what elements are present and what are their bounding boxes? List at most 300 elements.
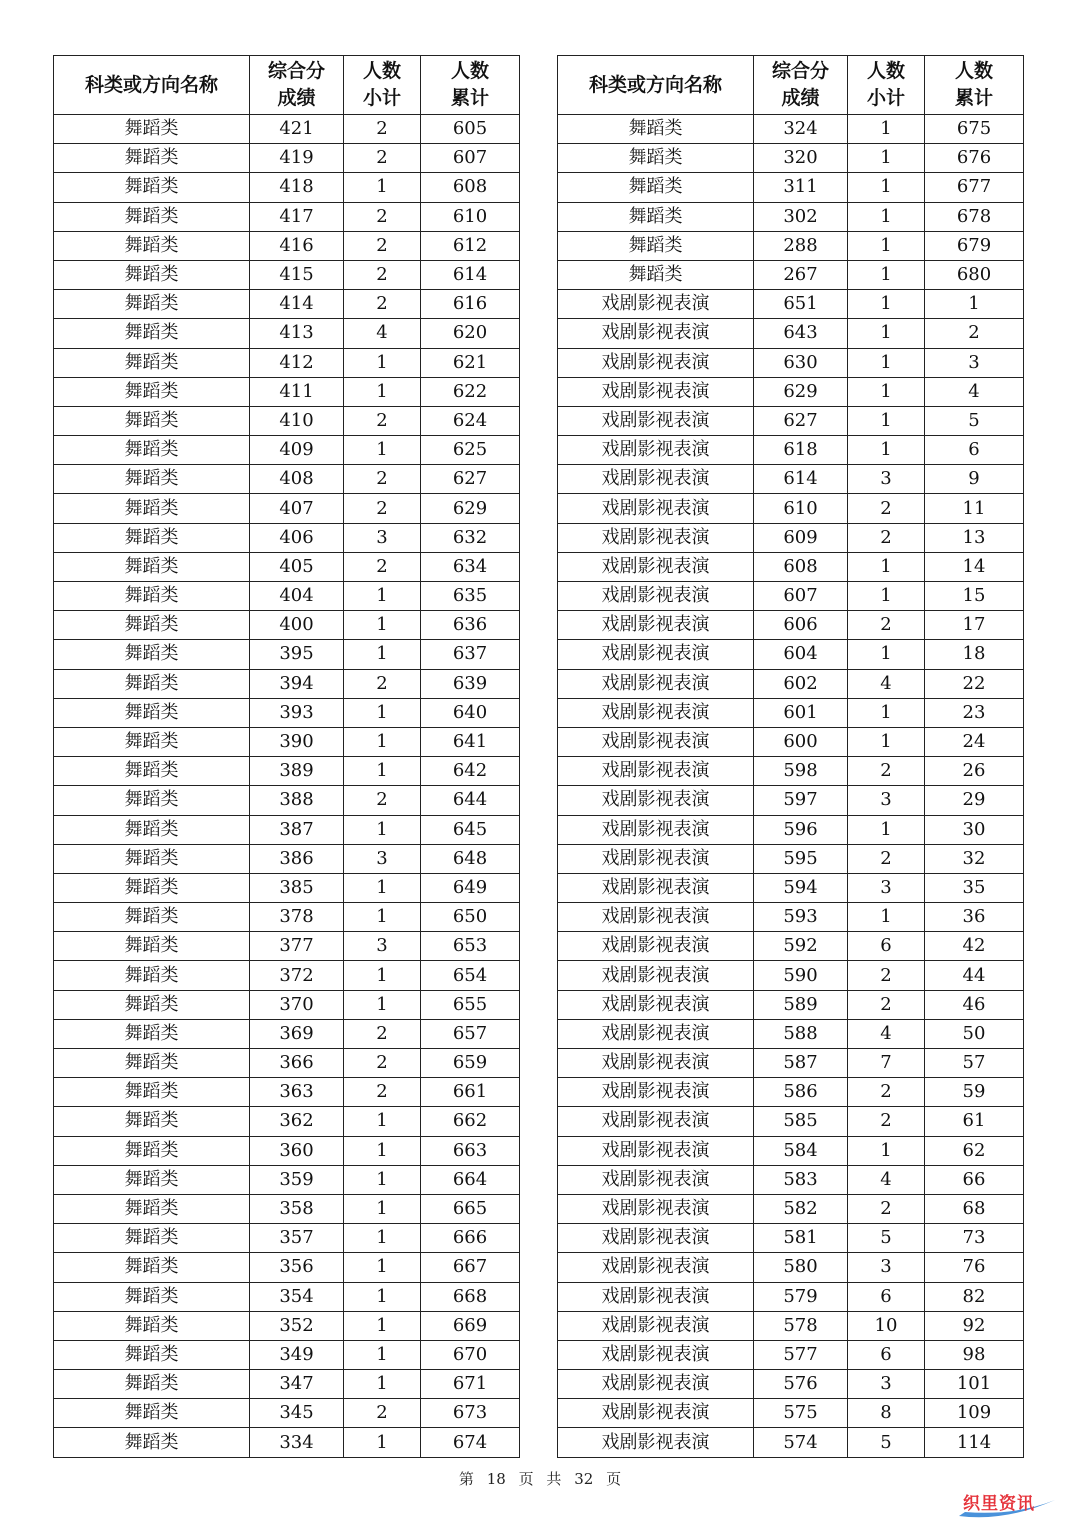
cell-score: 378 [250,903,344,932]
cell-cumulative: 674 [421,1428,520,1457]
cell-count: 1 [344,640,421,669]
table-body-right [558,115,1024,1458]
cell-score: 580 [754,1253,848,1282]
table-row [558,406,1024,435]
cell-count: 3 [344,844,421,873]
cell-cumulative: 15 [925,582,1024,611]
cell-cumulative: 675 [925,115,1024,144]
cell-count: 2 [344,465,421,494]
cell-name: 戏剧影视表演 [558,494,754,523]
cell-name: 舞蹈类 [54,990,250,1019]
cell-name: 舞蹈类 [54,1078,250,1107]
table-row [54,1049,520,1078]
table-row [558,640,1024,669]
cell-count: 2 [344,260,421,289]
cell-score: 400 [250,611,344,640]
cell-name: 戏剧影视表演 [558,844,754,873]
cell-score: 596 [754,815,848,844]
cell-score: 618 [754,436,848,465]
table-row [54,523,520,552]
table-row [558,436,1024,465]
header-name: 科类或方向名称 [558,56,754,115]
cell-count: 2 [848,844,925,873]
cell-score: 588 [754,1019,848,1048]
table-row [558,552,1024,581]
cell-score: 412 [250,348,344,377]
cell-score: 413 [250,319,344,348]
cell-count: 3 [344,523,421,552]
table-row [54,640,520,669]
table-row [558,757,1024,786]
table-row [558,1399,1024,1428]
cell-count: 1 [344,1136,421,1165]
footer-mid2: 共 [546,1470,562,1488]
table-row [54,815,520,844]
cell-name: 戏剧影视表演 [558,1370,754,1399]
cell-name: 舞蹈类 [558,202,754,231]
cell-count: 2 [848,611,925,640]
cell-count: 1 [344,1253,421,1282]
cell-count: 2 [848,1078,925,1107]
cell-count: 1 [344,1370,421,1399]
cell-score: 600 [754,727,848,756]
cell-name: 舞蹈类 [54,1282,250,1311]
table-row [54,961,520,990]
cell-name: 戏剧影视表演 [558,1224,754,1253]
cell-score: 320 [754,144,848,173]
table-row [54,903,520,932]
cell-count: 2 [344,1399,421,1428]
cell-name: 戏剧影视表演 [558,640,754,669]
table-row [558,144,1024,173]
cell-name: 戏剧影视表演 [558,990,754,1019]
cell-name: 舞蹈类 [54,961,250,990]
cell-count: 3 [848,786,925,815]
table-row [54,552,520,581]
table-row [54,1399,520,1428]
cell-score: 360 [250,1136,344,1165]
cell-cumulative: 5 [925,406,1024,435]
cell-cumulative: 13 [925,523,1024,552]
cell-cumulative: 608 [421,173,520,202]
cell-score: 359 [250,1165,344,1194]
cell-name: 戏剧影视表演 [558,815,754,844]
cell-name: 舞蹈类 [558,260,754,289]
table-row [54,669,520,698]
cell-cumulative: 667 [421,1253,520,1282]
header-count: 人数 小计 [344,56,421,115]
cell-score: 377 [250,932,344,961]
table-row [54,1370,520,1399]
table-row [54,1428,520,1457]
cell-count: 1 [848,319,925,348]
cell-name: 舞蹈类 [54,319,250,348]
cell-cumulative: 30 [925,815,1024,844]
table-row [54,319,520,348]
table-row [54,202,520,231]
cell-cumulative: 605 [421,115,520,144]
cell-score: 372 [250,961,344,990]
cell-score: 577 [754,1340,848,1369]
cell-score: 630 [754,348,848,377]
table-row [54,1311,520,1340]
cell-cumulative: 82 [925,1282,1024,1311]
table-row [558,990,1024,1019]
cell-cumulative: 642 [421,757,520,786]
cell-score: 419 [250,144,344,173]
cell-count: 1 [848,1136,925,1165]
cell-score: 405 [250,552,344,581]
cell-score: 385 [250,873,344,902]
cell-score: 387 [250,815,344,844]
cell-score: 592 [754,932,848,961]
cell-name: 舞蹈类 [54,1370,250,1399]
cell-name: 戏剧影视表演 [558,319,754,348]
cell-count: 1 [344,961,421,990]
table-row [558,961,1024,990]
cell-score: 584 [754,1136,848,1165]
cell-name: 舞蹈类 [54,144,250,173]
cell-name: 舞蹈类 [54,640,250,669]
cell-cumulative: 66 [925,1165,1024,1194]
cell-score: 410 [250,406,344,435]
cell-cumulative: 653 [421,932,520,961]
cell-score: 575 [754,1399,848,1428]
cell-name: 舞蹈类 [54,582,250,611]
table-row [558,786,1024,815]
cell-count: 1 [848,290,925,319]
cell-score: 345 [250,1399,344,1428]
cell-name: 戏剧影视表演 [558,1253,754,1282]
cell-count: 2 [848,961,925,990]
cell-cumulative: 109 [925,1399,1024,1428]
cell-score: 407 [250,494,344,523]
cell-count: 1 [848,640,925,669]
cell-cumulative: 648 [421,844,520,873]
table-row [54,377,520,406]
table-row [54,144,520,173]
cell-cumulative: 59 [925,1078,1024,1107]
cell-name: 舞蹈类 [54,552,250,581]
cell-cumulative: 663 [421,1136,520,1165]
cell-count: 1 [848,552,925,581]
cell-count: 2 [848,1107,925,1136]
cell-name: 舞蹈类 [54,348,250,377]
cell-cumulative: 76 [925,1253,1024,1282]
cell-cumulative: 678 [925,202,1024,231]
cell-name: 舞蹈类 [54,873,250,902]
score-table-left [53,55,520,1458]
cell-count: 2 [848,1194,925,1223]
cell-count: 3 [344,932,421,961]
cell-cumulative: 670 [421,1340,520,1369]
header-name: 科类或方向名称 [54,56,250,115]
header-cumulative: 人数 累计 [925,56,1024,115]
cell-score: 370 [250,990,344,1019]
cell-name: 戏剧影视表演 [558,757,754,786]
cell-cumulative: 50 [925,1019,1024,1048]
cell-score: 408 [250,465,344,494]
table-row [54,757,520,786]
cell-score: 614 [754,465,848,494]
cell-score: 418 [250,173,344,202]
table-row [558,815,1024,844]
table-row [54,698,520,727]
cell-score: 574 [754,1428,848,1457]
cell-count: 1 [848,173,925,202]
cell-score: 395 [250,640,344,669]
cell-name: 舞蹈类 [54,903,250,932]
cell-name: 舞蹈类 [54,669,250,698]
cell-count: 2 [344,1078,421,1107]
cell-count: 4 [344,319,421,348]
cell-name: 舞蹈类 [54,494,250,523]
table-row [54,786,520,815]
cell-cumulative: 649 [421,873,520,902]
cell-score: 363 [250,1078,344,1107]
cell-name: 舞蹈类 [54,290,250,319]
cell-cumulative: 661 [421,1078,520,1107]
table-row [54,1136,520,1165]
table-row [558,844,1024,873]
cell-count: 3 [848,465,925,494]
cell-score: 581 [754,1224,848,1253]
cell-name: 戏剧影视表演 [558,1428,754,1457]
cell-score: 629 [754,377,848,406]
cell-score: 288 [754,231,848,260]
table-row [558,873,1024,902]
table-row [558,319,1024,348]
cell-cumulative: 665 [421,1194,520,1223]
cell-count: 1 [848,144,925,173]
cell-cumulative: 68 [925,1194,1024,1223]
cell-name: 戏剧影视表演 [558,523,754,552]
footer-mid1: 页 [518,1470,534,1488]
cell-name: 舞蹈类 [54,1253,250,1282]
cell-count: 2 [848,494,925,523]
cell-count: 1 [848,582,925,611]
cell-name: 戏剧影视表演 [558,348,754,377]
header-count: 人数 小计 [848,56,925,115]
header-score: 综合分 成绩 [754,56,848,115]
cell-score: 604 [754,640,848,669]
table-row [558,611,1024,640]
table-row [558,582,1024,611]
table-row [558,231,1024,260]
cell-count: 2 [344,1019,421,1048]
cell-cumulative: 2 [925,319,1024,348]
cell-name: 戏剧影视表演 [558,1399,754,1428]
cell-cumulative: 14 [925,552,1024,581]
cell-count: 4 [848,1019,925,1048]
cell-score: 302 [754,202,848,231]
table-row [54,260,520,289]
table-header-row [558,56,1024,115]
cell-cumulative: 639 [421,669,520,698]
cell-count: 2 [344,406,421,435]
cell-score: 366 [250,1049,344,1078]
table-row [558,1049,1024,1078]
cell-cumulative: 616 [421,290,520,319]
table-row [54,494,520,523]
table-row [558,523,1024,552]
cell-score: 404 [250,582,344,611]
cell-cumulative: 61 [925,1107,1024,1136]
cell-cumulative: 657 [421,1019,520,1048]
header-score: 综合分 成绩 [250,56,344,115]
cell-count: 2 [848,757,925,786]
cell-count: 1 [344,1428,421,1457]
cell-cumulative: 635 [421,582,520,611]
cell-name: 舞蹈类 [558,173,754,202]
cell-count: 1 [848,698,925,727]
cell-cumulative: 677 [925,173,1024,202]
cell-score: 415 [250,260,344,289]
table-row [558,348,1024,377]
cell-cumulative: 650 [421,903,520,932]
cell-cumulative: 44 [925,961,1024,990]
cell-name: 戏剧影视表演 [558,1282,754,1311]
cell-name: 舞蹈类 [54,465,250,494]
cell-cumulative: 680 [925,260,1024,289]
table-row [558,1194,1024,1223]
cell-count: 1 [344,990,421,1019]
table-row [558,290,1024,319]
cell-count: 1 [344,698,421,727]
cell-name: 舞蹈类 [54,1399,250,1428]
cell-cumulative: 98 [925,1340,1024,1369]
cell-cumulative: 57 [925,1049,1024,1078]
cell-cumulative: 23 [925,698,1024,727]
table-row [558,1340,1024,1369]
cell-score: 578 [754,1311,848,1340]
table-row [54,1019,520,1048]
footer-total-pages: 32 [574,1470,594,1488]
cell-name: 戏剧影视表演 [558,1136,754,1165]
cell-count: 2 [344,290,421,319]
table-row [54,611,520,640]
cell-count: 1 [848,202,925,231]
cell-count: 1 [344,757,421,786]
cell-count: 1 [848,406,925,435]
cell-count: 3 [848,1370,925,1399]
table-row [558,698,1024,727]
cell-score: 411 [250,377,344,406]
score-table-right [557,55,1024,1458]
cell-count: 1 [344,873,421,902]
cell-name: 舞蹈类 [54,1136,250,1165]
cell-name: 舞蹈类 [54,1340,250,1369]
table-row [558,903,1024,932]
cell-cumulative: 26 [925,757,1024,786]
cell-score: 583 [754,1165,848,1194]
table-row [54,436,520,465]
cell-count: 1 [344,436,421,465]
cell-cumulative: 29 [925,786,1024,815]
cell-count: 3 [848,1253,925,1282]
cell-name: 戏剧影视表演 [558,552,754,581]
cell-count: 4 [848,1165,925,1194]
cell-score: 597 [754,786,848,815]
cell-cumulative: 11 [925,494,1024,523]
cell-score: 267 [754,260,848,289]
cell-cumulative: 676 [925,144,1024,173]
cell-score: 595 [754,844,848,873]
cell-score: 414 [250,290,344,319]
table-row [558,1165,1024,1194]
cell-cumulative: 36 [925,903,1024,932]
table-row [558,727,1024,756]
cell-cumulative: 9 [925,465,1024,494]
cell-score: 593 [754,903,848,932]
cell-name: 舞蹈类 [54,932,250,961]
cell-count: 2 [344,144,421,173]
table-row [54,290,520,319]
cell-count: 1 [848,348,925,377]
footer-page-number: 18 [486,1470,506,1488]
cell-cumulative: 632 [421,523,520,552]
cell-count: 2 [344,552,421,581]
table-row [558,1370,1024,1399]
cell-cumulative: 659 [421,1049,520,1078]
table-row [54,406,520,435]
watermark-logo [955,1486,1060,1522]
cell-score: 311 [754,173,848,202]
table-row [54,231,520,260]
cell-count: 1 [344,903,421,932]
cell-count: 6 [848,1282,925,1311]
cell-count: 1 [344,173,421,202]
cell-cumulative: 662 [421,1107,520,1136]
cell-name: 舞蹈类 [54,815,250,844]
cell-cumulative: 114 [925,1428,1024,1457]
cell-count: 6 [848,932,925,961]
cell-cumulative: 22 [925,669,1024,698]
cell-count: 2 [344,202,421,231]
cell-name: 戏剧影视表演 [558,903,754,932]
table-row [54,844,520,873]
cell-count: 1 [344,582,421,611]
cell-name: 舞蹈类 [54,523,250,552]
cell-count: 2 [344,1049,421,1078]
cell-name: 舞蹈类 [54,1428,250,1457]
cell-cumulative: 671 [421,1370,520,1399]
cell-score: 651 [754,290,848,319]
table-row [54,932,520,961]
table-row [558,1253,1024,1282]
cell-count: 2 [848,523,925,552]
cell-name: 舞蹈类 [54,406,250,435]
cell-score: 357 [250,1224,344,1253]
cell-cumulative: 655 [421,990,520,1019]
cell-name: 舞蹈类 [54,1224,250,1253]
cell-score: 409 [250,436,344,465]
table-row [54,1165,520,1194]
table-row [558,465,1024,494]
cell-score: 417 [250,202,344,231]
cell-name: 戏剧影视表演 [558,961,754,990]
cell-cumulative: 668 [421,1282,520,1311]
cell-cumulative: 624 [421,406,520,435]
table-row [558,260,1024,289]
cell-name: 舞蹈类 [54,231,250,260]
cell-count: 1 [344,1194,421,1223]
table-row [54,727,520,756]
cell-score: 354 [250,1282,344,1311]
cell-cumulative: 614 [421,260,520,289]
table-row [54,990,520,1019]
cell-score: 610 [754,494,848,523]
